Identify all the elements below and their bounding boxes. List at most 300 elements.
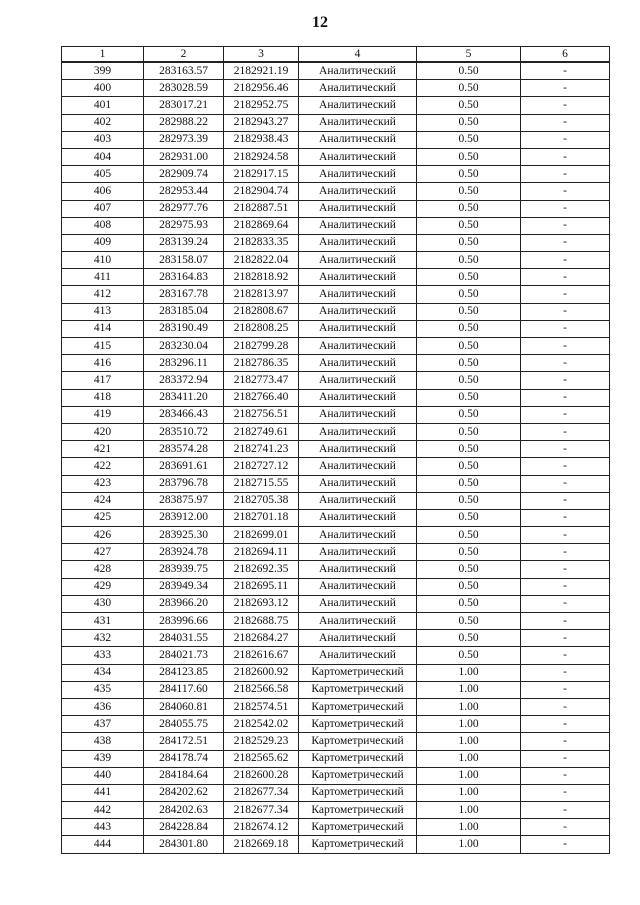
method-cell: Картометрический <box>299 836 417 853</box>
x-coordinate-cell: 284021.73 <box>144 647 224 664</box>
column-header-1: 1 <box>62 47 144 63</box>
accuracy-cell: 0.50 <box>417 97 521 114</box>
method-cell: Аналитический <box>299 320 417 337</box>
y-coordinate-cell: 2182813.97 <box>224 286 299 303</box>
y-coordinate-cell: 2182674.12 <box>224 819 299 836</box>
y-coordinate-cell: 2182705.38 <box>224 492 299 509</box>
y-coordinate-cell: 2182799.28 <box>224 338 299 355</box>
note-cell: - <box>521 217 610 234</box>
method-cell: Аналитический <box>299 269 417 286</box>
accuracy-cell: 0.50 <box>417 613 521 630</box>
method-cell: Картометрический <box>299 664 417 681</box>
y-coordinate-cell: 2182669.18 <box>224 836 299 853</box>
note-cell: - <box>521 716 610 733</box>
point-number-cell: 418 <box>62 389 144 406</box>
x-coordinate-cell: 283796.78 <box>144 475 224 492</box>
x-coordinate-cell: 283574.28 <box>144 441 224 458</box>
method-cell: Аналитический <box>299 630 417 647</box>
table-row <box>62 681 610 698</box>
column-header-3: 3 <box>224 47 299 63</box>
x-coordinate-cell: 282977.76 <box>144 200 224 217</box>
method-cell: Аналитический <box>299 389 417 406</box>
method-cell: Аналитический <box>299 441 417 458</box>
method-cell: Аналитический <box>299 114 417 131</box>
accuracy-cell: 0.50 <box>417 595 521 612</box>
note-cell: - <box>521 183 610 200</box>
point-number-cell: 432 <box>62 630 144 647</box>
method-cell: Аналитический <box>299 131 417 148</box>
note-cell: - <box>521 664 610 681</box>
table-row <box>62 217 610 234</box>
accuracy-cell: 1.00 <box>417 716 521 733</box>
point-number-cell: 435 <box>62 681 144 698</box>
y-coordinate-cell: 2182565.62 <box>224 750 299 767</box>
table-row <box>62 286 610 303</box>
accuracy-cell: 0.50 <box>417 148 521 165</box>
note-cell: - <box>521 750 610 767</box>
point-number-cell: 426 <box>62 527 144 544</box>
method-cell: Картометрический <box>299 819 417 836</box>
method-cell: Аналитический <box>299 458 417 475</box>
x-coordinate-cell: 283466.43 <box>144 406 224 423</box>
x-coordinate-cell: 282909.74 <box>144 166 224 183</box>
method-cell: Аналитический <box>299 527 417 544</box>
table-row <box>62 97 610 114</box>
table-row <box>62 544 610 561</box>
y-coordinate-cell: 2182574.51 <box>224 698 299 715</box>
accuracy-cell: 0.50 <box>417 252 521 269</box>
point-number-cell: 401 <box>62 97 144 114</box>
method-cell: Картометрический <box>299 733 417 750</box>
method-cell: Картометрический <box>299 681 417 698</box>
coordinates-table <box>61 46 610 854</box>
method-cell: Аналитический <box>299 492 417 509</box>
table-row <box>62 561 610 578</box>
note-cell: - <box>521 372 610 389</box>
method-cell: Аналитический <box>299 217 417 234</box>
x-coordinate-cell: 283510.72 <box>144 423 224 440</box>
x-coordinate-cell: 284031.55 <box>144 630 224 647</box>
point-number-cell: 413 <box>62 303 144 320</box>
accuracy-cell: 0.50 <box>417 62 521 80</box>
method-cell: Картометрический <box>299 784 417 801</box>
point-number-cell: 405 <box>62 166 144 183</box>
table-row <box>62 750 610 767</box>
x-coordinate-cell: 282975.93 <box>144 217 224 234</box>
accuracy-cell: 1.00 <box>417 802 521 819</box>
method-cell: Аналитический <box>299 148 417 165</box>
method-cell: Картометрический <box>299 750 417 767</box>
note-cell: - <box>521 698 610 715</box>
y-coordinate-cell: 2182600.92 <box>224 664 299 681</box>
method-cell: Аналитический <box>299 355 417 372</box>
column-header-4: 4 <box>299 47 417 63</box>
method-cell: Аналитический <box>299 97 417 114</box>
method-cell: Аналитический <box>299 200 417 217</box>
y-coordinate-cell: 2182869.64 <box>224 217 299 234</box>
x-coordinate-cell: 283028.59 <box>144 80 224 97</box>
accuracy-cell: 1.00 <box>417 664 521 681</box>
note-cell: - <box>521 458 610 475</box>
note-cell: - <box>521 200 610 217</box>
y-coordinate-cell: 2182943.27 <box>224 114 299 131</box>
point-number-cell: 419 <box>62 406 144 423</box>
point-number-cell: 444 <box>62 836 144 853</box>
note-cell: - <box>521 166 610 183</box>
method-cell: Аналитический <box>299 183 417 200</box>
accuracy-cell: 0.50 <box>417 303 521 320</box>
y-coordinate-cell: 2182756.51 <box>224 406 299 423</box>
point-number-cell: 430 <box>62 595 144 612</box>
table-row <box>62 733 610 750</box>
x-coordinate-cell: 283158.07 <box>144 252 224 269</box>
table-row <box>62 131 610 148</box>
column-header-5: 5 <box>417 47 521 63</box>
point-number-cell: 408 <box>62 217 144 234</box>
note-cell: - <box>521 131 610 148</box>
accuracy-cell: 1.00 <box>417 836 521 853</box>
x-coordinate-cell: 284228.84 <box>144 819 224 836</box>
point-number-cell: 440 <box>62 767 144 784</box>
method-cell: Аналитический <box>299 372 417 389</box>
table-row <box>62 819 610 836</box>
accuracy-cell: 0.50 <box>417 269 521 286</box>
note-cell: - <box>521 286 610 303</box>
method-cell: Аналитический <box>299 303 417 320</box>
y-coordinate-cell: 2182822.04 <box>224 252 299 269</box>
point-number-cell: 410 <box>62 252 144 269</box>
x-coordinate-cell: 283190.49 <box>144 320 224 337</box>
note-cell: - <box>521 630 610 647</box>
accuracy-cell: 0.50 <box>417 527 521 544</box>
x-coordinate-cell: 283996.66 <box>144 613 224 630</box>
point-number-cell: 414 <box>62 320 144 337</box>
accuracy-cell: 0.50 <box>417 338 521 355</box>
method-cell: Аналитический <box>299 234 417 251</box>
y-coordinate-cell: 2182904.74 <box>224 183 299 200</box>
table-row <box>62 338 610 355</box>
note-cell: - <box>521 114 610 131</box>
accuracy-cell: 1.00 <box>417 819 521 836</box>
note-cell: - <box>521 441 610 458</box>
x-coordinate-cell: 283167.78 <box>144 286 224 303</box>
table-row <box>62 492 610 509</box>
point-number-cell: 436 <box>62 698 144 715</box>
y-coordinate-cell: 2182921.19 <box>224 62 299 80</box>
point-number-cell: 425 <box>62 509 144 526</box>
accuracy-cell: 0.50 <box>417 441 521 458</box>
y-coordinate-cell: 2182786.35 <box>224 355 299 372</box>
accuracy-cell: 0.50 <box>417 183 521 200</box>
method-cell: Аналитический <box>299 166 417 183</box>
accuracy-cell: 0.50 <box>417 166 521 183</box>
y-coordinate-cell: 2182684.27 <box>224 630 299 647</box>
note-cell: - <box>521 681 610 698</box>
y-coordinate-cell: 2182542.02 <box>224 716 299 733</box>
point-number-cell: 429 <box>62 578 144 595</box>
y-coordinate-cell: 2182833.35 <box>224 234 299 251</box>
x-coordinate-cell: 283017.21 <box>144 97 224 114</box>
y-coordinate-cell: 2182727.12 <box>224 458 299 475</box>
method-cell: Аналитический <box>299 252 417 269</box>
point-number-cell: 404 <box>62 148 144 165</box>
method-cell: Аналитический <box>299 286 417 303</box>
table-body <box>62 47 610 854</box>
point-number-cell: 400 <box>62 80 144 97</box>
point-number-cell: 423 <box>62 475 144 492</box>
accuracy-cell: 1.00 <box>417 698 521 715</box>
x-coordinate-cell: 284301.80 <box>144 836 224 853</box>
note-cell: - <box>521 561 610 578</box>
x-coordinate-cell: 283912.00 <box>144 509 224 526</box>
point-number-cell: 421 <box>62 441 144 458</box>
point-number-cell: 428 <box>62 561 144 578</box>
x-coordinate-cell: 283164.83 <box>144 269 224 286</box>
table-row <box>62 630 610 647</box>
x-coordinate-cell: 283163.57 <box>144 62 224 80</box>
note-cell: - <box>521 784 610 801</box>
accuracy-cell: 1.00 <box>417 733 521 750</box>
table-row <box>62 355 610 372</box>
table-row <box>62 458 610 475</box>
y-coordinate-cell: 2182887.51 <box>224 200 299 217</box>
point-number-cell: 438 <box>62 733 144 750</box>
x-coordinate-cell: 283296.11 <box>144 355 224 372</box>
note-cell: - <box>521 647 610 664</box>
table-row <box>62 114 610 131</box>
note-cell: - <box>521 338 610 355</box>
x-coordinate-cell: 284123.85 <box>144 664 224 681</box>
note-cell: - <box>521 423 610 440</box>
x-coordinate-cell: 284055.75 <box>144 716 224 733</box>
point-number-cell: 434 <box>62 664 144 681</box>
accuracy-cell: 0.50 <box>417 217 521 234</box>
x-coordinate-cell: 283139.24 <box>144 234 224 251</box>
note-cell: - <box>521 252 610 269</box>
note-cell: - <box>521 578 610 595</box>
note-cell: - <box>521 836 610 853</box>
table-row <box>62 200 610 217</box>
accuracy-cell: 0.50 <box>417 492 521 509</box>
y-coordinate-cell: 2182938.43 <box>224 131 299 148</box>
y-coordinate-cell: 2182956.46 <box>224 80 299 97</box>
point-number-cell: 439 <box>62 750 144 767</box>
table-row <box>62 698 610 715</box>
note-cell: - <box>521 819 610 836</box>
accuracy-cell: 0.50 <box>417 389 521 406</box>
y-coordinate-cell: 2182808.67 <box>224 303 299 320</box>
table-row <box>62 647 610 664</box>
table-row <box>62 784 610 801</box>
table-row <box>62 441 610 458</box>
note-cell: - <box>521 269 610 286</box>
table-header-row <box>62 47 610 63</box>
method-cell: Аналитический <box>299 613 417 630</box>
note-cell: - <box>521 492 610 509</box>
note-cell: - <box>521 613 610 630</box>
y-coordinate-cell: 2182924.58 <box>224 148 299 165</box>
y-coordinate-cell: 2182677.34 <box>224 802 299 819</box>
note-cell: - <box>521 97 610 114</box>
method-cell: Аналитический <box>299 595 417 612</box>
note-cell: - <box>521 80 610 97</box>
method-cell: Аналитический <box>299 647 417 664</box>
accuracy-cell: 0.50 <box>417 578 521 595</box>
point-number-cell: 409 <box>62 234 144 251</box>
accuracy-cell: 0.50 <box>417 458 521 475</box>
table-row <box>62 372 610 389</box>
point-number-cell: 417 <box>62 372 144 389</box>
method-cell: Картометрический <box>299 802 417 819</box>
point-number-cell: 433 <box>62 647 144 664</box>
table-row <box>62 252 610 269</box>
point-number-cell: 431 <box>62 613 144 630</box>
table-row <box>62 423 610 440</box>
table-row <box>62 62 610 80</box>
x-coordinate-cell: 282973.39 <box>144 131 224 148</box>
accuracy-cell: 0.50 <box>417 234 521 251</box>
table-row <box>62 166 610 183</box>
x-coordinate-cell: 282988.22 <box>144 114 224 131</box>
x-coordinate-cell: 284117.60 <box>144 681 224 698</box>
table-row <box>62 320 610 337</box>
note-cell: - <box>521 303 610 320</box>
accuracy-cell: 0.50 <box>417 320 521 337</box>
accuracy-cell: 0.50 <box>417 423 521 440</box>
y-coordinate-cell: 2182699.01 <box>224 527 299 544</box>
point-number-cell: 442 <box>62 802 144 819</box>
table-row <box>62 802 610 819</box>
note-cell: - <box>521 527 610 544</box>
table-row <box>62 475 610 492</box>
method-cell: Картометрический <box>299 767 417 784</box>
y-coordinate-cell: 2182600.28 <box>224 767 299 784</box>
accuracy-cell: 0.50 <box>417 114 521 131</box>
accuracy-cell: 0.50 <box>417 131 521 148</box>
y-coordinate-cell: 2182952.75 <box>224 97 299 114</box>
y-coordinate-cell: 2182741.23 <box>224 441 299 458</box>
accuracy-cell: 0.50 <box>417 406 521 423</box>
y-coordinate-cell: 2182695.11 <box>224 578 299 595</box>
method-cell: Картометрический <box>299 698 417 715</box>
page-number: 12 <box>312 14 328 31</box>
note-cell: - <box>521 389 610 406</box>
table-row <box>62 716 610 733</box>
point-number-cell: 406 <box>62 183 144 200</box>
table-row <box>62 664 610 681</box>
accuracy-cell: 1.00 <box>417 767 521 784</box>
method-cell: Аналитический <box>299 62 417 80</box>
note-cell: - <box>521 767 610 784</box>
accuracy-cell: 1.00 <box>417 750 521 767</box>
table-row <box>62 148 610 165</box>
x-coordinate-cell: 282931.00 <box>144 148 224 165</box>
y-coordinate-cell: 2182773.47 <box>224 372 299 389</box>
y-coordinate-cell: 2182692.35 <box>224 561 299 578</box>
note-cell: - <box>521 355 610 372</box>
table-row <box>62 509 610 526</box>
x-coordinate-cell: 283230.04 <box>144 338 224 355</box>
point-number-cell: 399 <box>62 62 144 80</box>
x-coordinate-cell: 284202.63 <box>144 802 224 819</box>
x-coordinate-cell: 284172.51 <box>144 733 224 750</box>
table-row <box>62 183 610 200</box>
x-coordinate-cell: 283939.75 <box>144 561 224 578</box>
y-coordinate-cell: 2182694.11 <box>224 544 299 561</box>
y-coordinate-cell: 2182677.34 <box>224 784 299 801</box>
method-cell: Аналитический <box>299 406 417 423</box>
method-cell: Аналитический <box>299 80 417 97</box>
note-cell: - <box>521 234 610 251</box>
table-row <box>62 613 610 630</box>
x-coordinate-cell: 283966.20 <box>144 595 224 612</box>
note-cell: - <box>521 544 610 561</box>
method-cell: Аналитический <box>299 338 417 355</box>
x-coordinate-cell: 284060.81 <box>144 698 224 715</box>
note-cell: - <box>521 320 610 337</box>
method-cell: Аналитический <box>299 544 417 561</box>
accuracy-cell: 1.00 <box>417 784 521 801</box>
y-coordinate-cell: 2182917.15 <box>224 166 299 183</box>
table-row <box>62 406 610 423</box>
method-cell: Аналитический <box>299 561 417 578</box>
x-coordinate-cell: 283875.97 <box>144 492 224 509</box>
accuracy-cell: 0.50 <box>417 544 521 561</box>
y-coordinate-cell: 2182688.75 <box>224 613 299 630</box>
point-number-cell: 403 <box>62 131 144 148</box>
table-row <box>62 269 610 286</box>
accuracy-cell: 0.50 <box>417 509 521 526</box>
table-row <box>62 303 610 320</box>
note-cell: - <box>521 595 610 612</box>
point-number-cell: 411 <box>62 269 144 286</box>
note-cell: - <box>521 148 610 165</box>
y-coordinate-cell: 2182766.40 <box>224 389 299 406</box>
table-row <box>62 595 610 612</box>
x-coordinate-cell: 284202.62 <box>144 784 224 801</box>
x-coordinate-cell: 283372.94 <box>144 372 224 389</box>
point-number-cell: 415 <box>62 338 144 355</box>
y-coordinate-cell: 2182693.12 <box>224 595 299 612</box>
accuracy-cell: 1.00 <box>417 681 521 698</box>
y-coordinate-cell: 2182749.61 <box>224 423 299 440</box>
method-cell: Аналитический <box>299 509 417 526</box>
point-number-cell: 412 <box>62 286 144 303</box>
table-row <box>62 767 610 784</box>
point-number-cell: 443 <box>62 819 144 836</box>
y-coordinate-cell: 2182616.67 <box>224 647 299 664</box>
point-number-cell: 437 <box>62 716 144 733</box>
accuracy-cell: 0.50 <box>417 475 521 492</box>
method-cell: Аналитический <box>299 423 417 440</box>
method-cell: Аналитический <box>299 578 417 595</box>
note-cell: - <box>521 733 610 750</box>
point-number-cell: 422 <box>62 458 144 475</box>
y-coordinate-cell: 2182529.23 <box>224 733 299 750</box>
table-row <box>62 234 610 251</box>
note-cell: - <box>521 62 610 80</box>
point-number-cell: 427 <box>62 544 144 561</box>
y-coordinate-cell: 2182566.58 <box>224 681 299 698</box>
y-coordinate-cell: 2182808.25 <box>224 320 299 337</box>
point-number-cell: 402 <box>62 114 144 131</box>
x-coordinate-cell: 284178.74 <box>144 750 224 767</box>
accuracy-cell: 0.50 <box>417 372 521 389</box>
column-header-2: 2 <box>144 47 224 63</box>
y-coordinate-cell: 2182715.55 <box>224 475 299 492</box>
table-row <box>62 578 610 595</box>
x-coordinate-cell: 283949.34 <box>144 578 224 595</box>
